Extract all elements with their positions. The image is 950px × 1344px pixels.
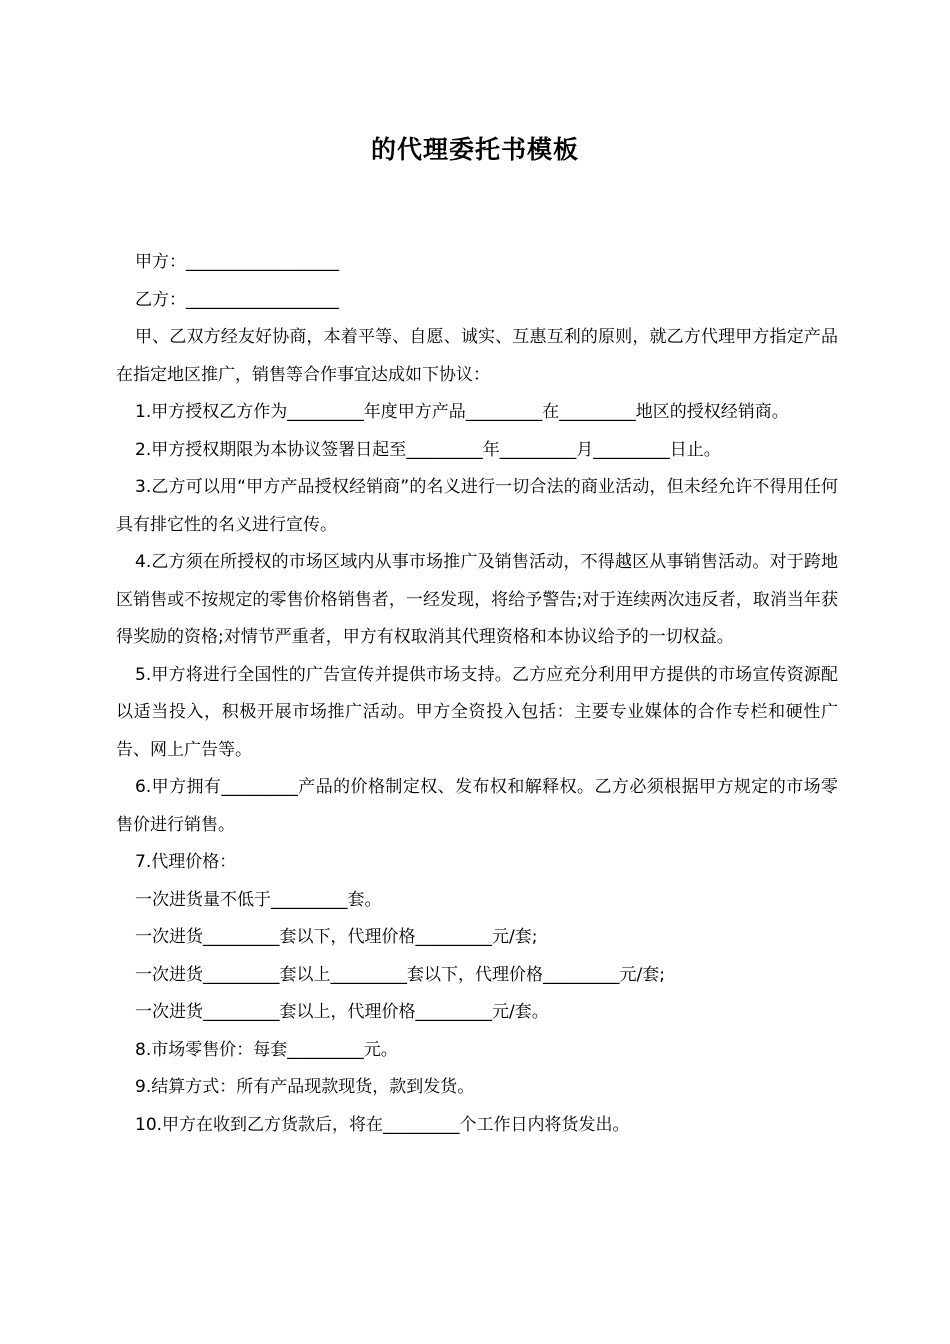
preamble-paragraph: 甲、乙双方经友好协商，本着平等、自愿、诚实、互惠互利的原则，就乙方代理甲方指定产品在指定地区推广，销售等合作事宜达成如下协议：: [116, 327, 838, 385]
party-a-line: 甲方：__________________: [135, 252, 339, 272]
clause-5: 5.甲方将进行全国性的广告宣传并提供市场支持。乙方应充分利用甲方提供的市场宣传资源配以适当投入，积极开展市场推广活动。甲方全资投入包括：主要专业媒体的合作专栏和硬性广告、网上广告等。: [116, 664, 838, 760]
clause-7-heading: 7.代理价格：: [135, 852, 237, 872]
document-title: 的代理委托书模板: [370, 135, 579, 164]
party-b-line: 乙方：__________________: [135, 289, 339, 310]
clause-8: 8.市场零售价：每套_________元。: [135, 1039, 398, 1060]
document-body: [116, 244, 838, 1144]
price-line-2: 一次进货_________套以下，代理价格_________元/套;: [135, 927, 538, 947]
price-line-4: 一次进货_________套以上，代理价格_________元/套。: [135, 1002, 549, 1022]
clause-1: 1.甲方授权乙方作为_________年度甲方产品_________在_________地区的授权经销商。: [135, 402, 789, 422]
price-line-3: 一次进货_________套以上_________套以下，代理价格_________元/套;: [135, 964, 665, 985]
clause-4: 4.乙方须在所授权的市场区域内从事市场推广及销售活动，不得越区从事销售活动。对于跨地区销售或不按规定的零售价格销售者，一经发现，将给予警告;对于连续两次违反者，取消当年获得奖励的资格;对情节严重者，甲方有权取消其代理资格和本协议给予的一切权益。: [116, 552, 838, 647]
clause-9: 9.结算方式：所有产品现款现货，款到发货。: [135, 1077, 475, 1097]
clause-3: 3.乙方可以用“甲方产品授权经销商”的名义进行一切合法的商业活动，但未经允许不得用任何具有排它性的名义进行宣传。: [116, 477, 838, 535]
clause-6: 6.甲方拥有_________产品的价格制定权、发布权和解释权。乙方必须根据甲方规定的市场零售价进行销售。: [116, 777, 838, 835]
clause-2: 2.甲方授权期限为本协议签署日起至_________年_________月_________日止。: [135, 439, 721, 460]
clause-10: 10.甲方在收到乙方货款后，将在_________个工作日内将货发出。: [135, 1114, 630, 1135]
price-line-1: 一次进货量不低于_________套。: [135, 889, 382, 910]
